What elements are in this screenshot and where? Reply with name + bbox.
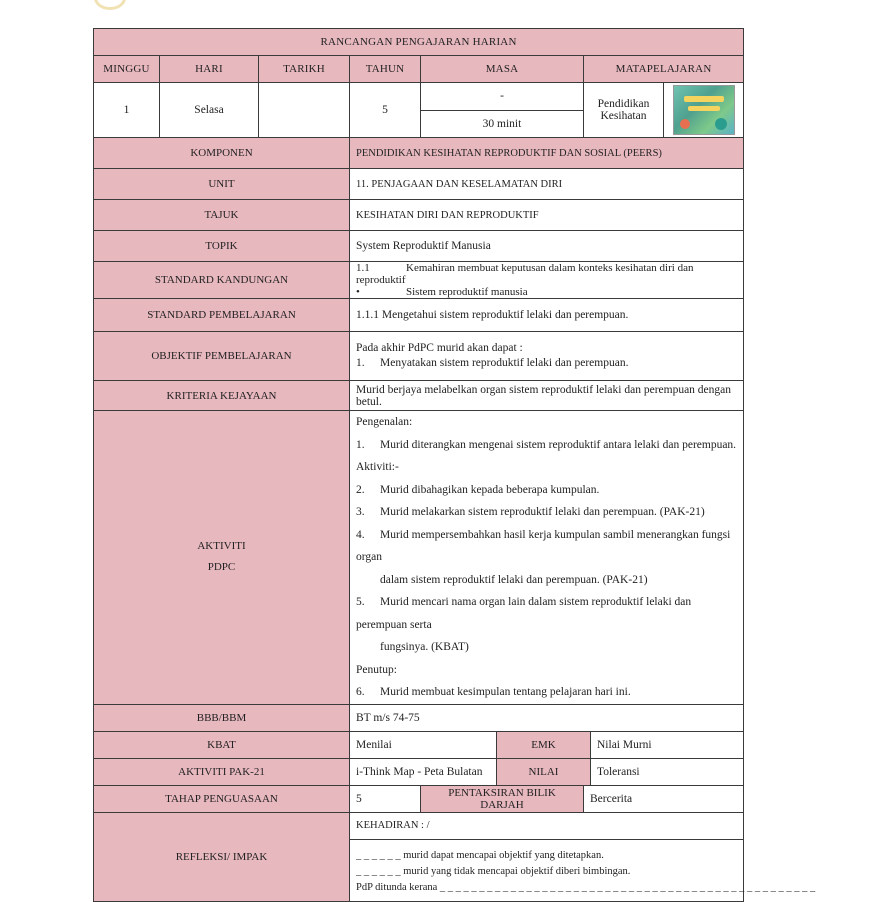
header-matapelajaran: MATAPELAJARAN xyxy=(584,56,744,83)
label-pentaksiran: PENTAKSIRAN BILIK DARJAH xyxy=(421,785,584,812)
row-standard-kandungan xyxy=(94,262,744,299)
header-hari: HARI xyxy=(160,56,259,83)
value-aktiviti xyxy=(350,411,744,705)
aktiviti-item-2: Murid dibahagikan kepada beberapa kumpulan. xyxy=(380,483,600,496)
row-unit xyxy=(94,169,744,200)
value-kbat: Menilai xyxy=(350,731,497,758)
label-refleksi: REFLEKSI/ IMPAK xyxy=(94,812,350,901)
tarikh-value xyxy=(259,83,350,138)
label-komponen: KOMPONEN xyxy=(94,138,350,169)
value-tahap: 5 xyxy=(350,785,421,812)
header-minggu: MINGGU xyxy=(94,56,160,83)
aktiviti-num-1: 1. xyxy=(356,438,365,451)
value-aktiviti-pak: i-Think Map - Peta Bulatan xyxy=(350,758,497,785)
row-objektif xyxy=(94,332,744,381)
aktiviti-item-4b: dalam sistem reproduktif lelaki dan perempuan. (PAK-21) xyxy=(380,573,648,586)
minggu-value: 1 xyxy=(94,83,160,138)
row-tahap xyxy=(94,785,744,812)
sk-bullet: • xyxy=(356,286,360,298)
aktiviti-num-2: 2. xyxy=(356,483,365,496)
label-standard-kandungan: STANDARD KANDUNGAN xyxy=(94,262,350,299)
value-kriteria: Murid berjaya melabelkan organ sistem reproduktif lelaki dan perempuan dengan betul. xyxy=(350,381,744,411)
label-kbat: KBAT xyxy=(94,731,350,758)
masa-top-value: - xyxy=(421,83,584,111)
label-kriteria: KRITERIA KEJAYAAN xyxy=(94,381,350,411)
refleksi-line-1: _ _ _ _ _ _ murid dapat mencapai objektif yang ditetapkan. xyxy=(356,849,604,861)
row-bbb xyxy=(94,704,744,731)
label-tahap: TAHAP PENGUASAAN xyxy=(94,785,350,812)
value-tajuk: KESIHATAN DIRI DAN REPRODUKTIF xyxy=(350,200,744,231)
label-topik: TOPIK xyxy=(94,231,350,262)
value-komponen: PENDIDIKAN KESIHATAN REPRODUKTIF DAN SOSIAL (PEERS) xyxy=(350,138,744,169)
header-tahun: TAHUN xyxy=(350,56,421,83)
objektif-item: Menyatakan sistem reproduktif lelaki dan perempuan. xyxy=(380,357,629,369)
row-aktiviti xyxy=(94,411,744,705)
value-standard-pembelajaran: 1.1.1 Mengetahui sistem reproduktif lelaki dan perempuan. xyxy=(350,299,744,332)
label-emk: EMK xyxy=(497,731,591,758)
value-refleksi xyxy=(350,839,816,901)
info-row-top xyxy=(94,83,744,111)
sk-line-1: Kemahiran membuat keputusan dalam konteks kesihatan diri dan reproduktif xyxy=(356,262,694,286)
value-unit: 11. PENJAGAAN DAN KESELAMATAN DIRI xyxy=(350,169,744,200)
label-objektif: OBJEKTIF PEMBELAJARAN xyxy=(94,332,350,381)
refleksi-line-3: PdP ditunda kerana _ _ _ _ _ _ _ _ _ _ _ _ _ _ _ _ _ _ _ _ _ _ _ _ _ _ _ _ _ _ _ _ _ _ _ _ _ _ _ _ _ _ _ _ _ _ _ _ xyxy=(356,881,816,893)
aktiviti-num-5: 5. xyxy=(356,596,365,608)
objektif-intro: Pada akhir PdPC murid akan dapat : xyxy=(356,342,523,354)
sk-number: 1.1 xyxy=(356,262,370,274)
subject-image-cell xyxy=(664,83,744,138)
row-refleksi-top xyxy=(94,812,744,839)
label-tajuk: TAJUK xyxy=(94,200,350,231)
subject-line-1: Pendidikan xyxy=(597,98,650,110)
label-aktiviti xyxy=(94,411,350,705)
page-title: RANCANGAN PENGAJARAN HARIAN xyxy=(94,29,744,56)
value-kehadiran: KEHADIRAN : / xyxy=(350,812,744,839)
row-kbat-emk xyxy=(94,731,744,758)
label-bbb: BBB/BBM xyxy=(94,704,350,731)
aktiviti-item-1: Murid diterangkan mengenai sistem reproduktif antara lelaki dan perempuan. xyxy=(380,438,737,451)
subject-name xyxy=(584,83,664,138)
header-row xyxy=(94,56,744,83)
sk-line-2: Sistem reproduktif manusia xyxy=(406,286,528,298)
row-tajuk xyxy=(94,200,744,231)
value-standard-kandungan xyxy=(350,262,744,299)
aktiviti-num-6: 6. xyxy=(356,686,365,698)
refleksi-line-2: _ _ _ _ _ _ murid yang tidak mencapai objektif diberi bimbingan. xyxy=(356,865,631,877)
aktiviti-heading: Aktiviti:- xyxy=(356,461,399,473)
header-tarikh: TARIKH xyxy=(259,56,350,83)
aktiviti-num-4: 4. xyxy=(356,528,365,541)
objektif-number: 1. xyxy=(356,357,365,369)
label-aktiviti-line-1: AKTIVITI xyxy=(197,540,246,553)
row-kriteria xyxy=(94,381,744,411)
aktiviti-item-5b: fungsinya. (KBAT) xyxy=(380,641,469,653)
value-objektif xyxy=(350,332,744,381)
label-nilai: NILAI xyxy=(497,758,591,785)
value-emk: Nilai Murni xyxy=(591,731,744,758)
masa-bottom-value: 30 minit xyxy=(421,110,584,138)
aktiviti-num-3: 3. xyxy=(356,506,365,518)
aktiviti-pengenalan: Pengenalan: xyxy=(356,416,413,428)
value-bbb: BT m/s 74-75 xyxy=(350,704,744,731)
label-standard-pembelajaran: STANDARD PEMBELAJARAN xyxy=(94,299,350,332)
decorative-corner-mark xyxy=(94,0,126,10)
aktiviti-item-5a: Murid mencari nama organ lain dalam sistem reproduktif lelaki dan perempuan serta xyxy=(356,596,692,631)
row-topik xyxy=(94,231,744,262)
aktiviti-item-6: Murid membuat kesimpulan tentang pelajaran hari ini. xyxy=(380,686,631,698)
aktiviti-item-3: Murid melakarkan sistem reproduktif lelaki dan perempuan. (PAK-21) xyxy=(380,506,705,518)
textbook-cover-image xyxy=(673,85,735,135)
header-masa: MASA xyxy=(421,56,584,83)
rph-table xyxy=(93,28,816,902)
subject-line-2: Kesihatan xyxy=(600,110,647,122)
row-standard-pembelajaran xyxy=(94,299,744,332)
tahun-value: 5 xyxy=(350,83,421,138)
label-aktiviti-pak: AKTIVITI PAK-21 xyxy=(94,758,350,785)
aktiviti-penutup: Penutup: xyxy=(356,663,397,676)
value-pentaksiran: Bercerita xyxy=(584,785,744,812)
label-unit: UNIT xyxy=(94,169,350,200)
value-topik: System Reproduktif Manusia xyxy=(350,231,744,262)
value-nilai: Toleransi xyxy=(591,758,744,785)
title-row xyxy=(94,29,744,56)
row-pak-nilai xyxy=(94,758,744,785)
label-aktiviti-line-2: PDPC xyxy=(207,561,236,574)
aktiviti-item-4a: Murid mempersembahkan hasil kerja kumpulan sambil menerangkan fungsi organ xyxy=(356,528,731,563)
row-komponen xyxy=(94,138,744,169)
hari-value: Selasa xyxy=(160,83,259,138)
